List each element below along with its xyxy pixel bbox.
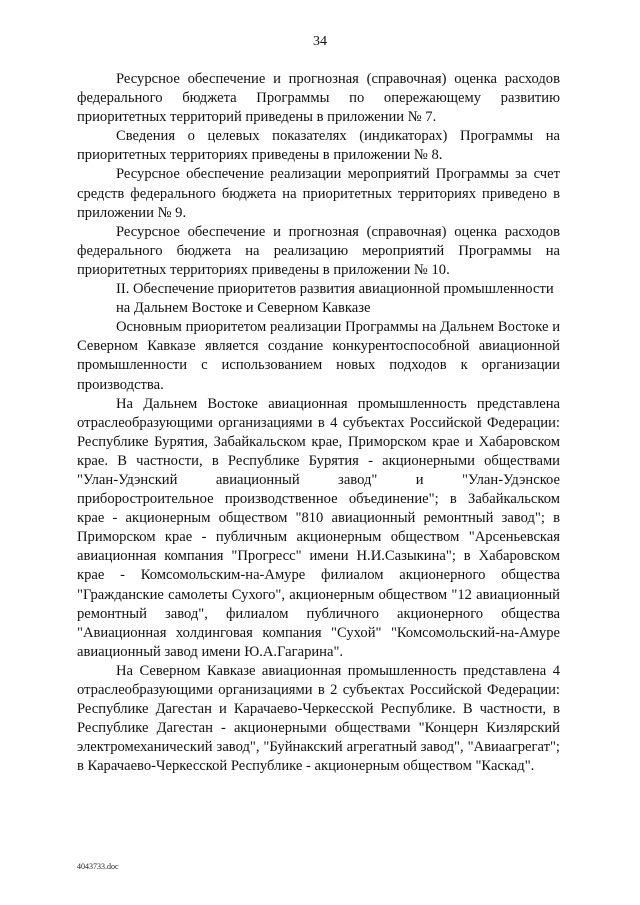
page-number: 34 [313, 34, 327, 49]
section-heading-line-1: II. Обеспечение приоритетов развития авиационной промышленности [116, 281, 554, 298]
paragraph-appendix-9: Ресурсное обеспечение реализации мероприятий Программы за счет средств федерального бюджета на приоритетных территориях приведено в приложении № 9. [77, 166, 560, 221]
paragraph-appendix-7: Ресурсное обеспечение и прогнозная (справочная) оценка расходов федерального бюджета Программы по опережающему развитию приоритетных территорий приведены в приложении № 7. [77, 71, 560, 126]
section-heading-line-2: на Дальнем Востоке и Северном Кавказе [116, 300, 371, 317]
document-body [77, 70, 560, 776]
paragraph-north-caucasus: На Северном Кавказе авиационная промышленность представлена 4 отраслеобразующими организациями в 2 субъектах Российской Федерации: Республике Дагестан и Карачаево-Черкесской Республике. В частности, в Республике Дагестан - акционерными обществами "Концерн Кизлярский электромеханический завод", "Буйнакский агрегатный завод", "Авиаагрегат"; в Карачаево-Черкесской Республике - акционерным обществом "Каскад". [77, 662, 560, 775]
paragraph-main-priority: Основным приоритетом реализации Программы на Дальнем Востоке и Северном Кавказе является создание конкурентоспособной авиационной промышленности с использованием новых подходов к организации производства. [77, 319, 560, 393]
footer-filename: 4043733.doc [77, 862, 119, 871]
section-heading [77, 280, 560, 318]
paragraph-far-east: На Дальнем Востоке авиационная промышленность представлена отраслеобразующими организациями в 4 субъектах Российской Федерации: Республике Бурятия, Забайкальском крае, Приморском крае и Хабаровском крае. В частности, в Республике Бурятия - акционерными обществами "Улан-Удэнский авиационный завод" и "Улан-Удэнское приборостроительное производственное объединение"; в Забайкальском крае - акционерным обществом "810 авиационный ремонтный завод"; в Приморском крае - публичным акционерным обществом "Арсеньевская авиационная компания "Прогресс" имени Н.И.Сазыкина"; в Хабаровском крае - Комсомольским-на-Амуре филиалом акционерного общества "Гражданские самолеты Сухого", акционерным обществом "12 авиационный ремонтный завод", филиалом публичного акционерного общества "Авиационная холдинговая компания "Сухой" "Комсомольский-на-Амуре авиационный завод имени Ю.А.Гагарина". [77, 395, 560, 660]
paragraph-appendix-10: Ресурсное обеспечение и прогнозная (справочная) оценка расходов федерального бюджета на реализацию мероприятий Программы на приоритетных территориях приведены в приложении № 10. [77, 223, 560, 278]
paragraph-appendix-8: Сведения о целевых показателях (индикаторах) Программы на приоритетных территориях приведены в приложении № 8. [77, 128, 560, 164]
